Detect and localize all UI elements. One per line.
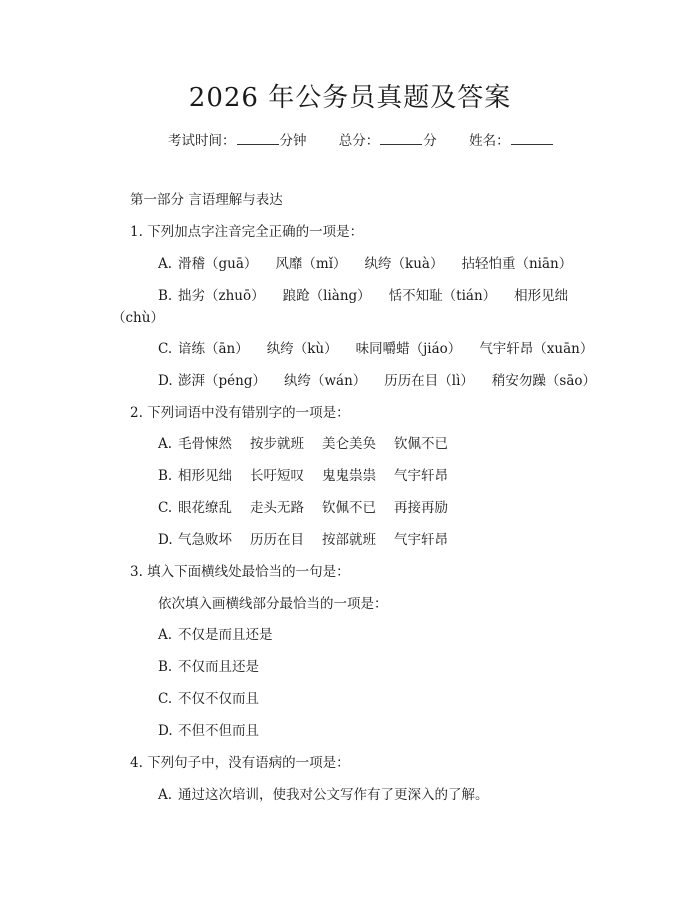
option-word: 鬼鬼祟祟 <box>322 468 376 484</box>
question-2-option-b <box>158 465 448 487</box>
option-letter: D. <box>158 723 173 739</box>
option-word: 谙练（ān） <box>178 341 249 357</box>
option-word: 纨绔（wán） <box>283 373 367 389</box>
option-letter: A. <box>158 787 173 803</box>
name-label: 姓名： <box>469 133 510 149</box>
option-word: 长吁短叹 <box>250 468 304 484</box>
question-3-stem: 3. 填入下面横线处最恰当的一句是： <box>130 564 350 580</box>
section-heading: 第一部分 言语理解与表达 <box>130 192 283 208</box>
option-text: 不仅而且还是 <box>178 659 259 675</box>
exam-time-field <box>168 133 307 149</box>
question-1-option-b-continued: （chù） <box>112 310 164 326</box>
option-word: 滑稽（guā） <box>178 256 258 272</box>
question-4-stem: 4. 下列句子中，没有语病的一项是： <box>130 755 350 771</box>
option-word: 气急败坏 <box>178 532 232 548</box>
question-4-option-a <box>158 784 489 806</box>
option-word: 味同嚼蜡（jiáo） <box>355 341 462 357</box>
question-2-option-c <box>158 497 448 519</box>
option-word: 相形见绌 <box>514 288 569 304</box>
option-word: 气宇轩昂 <box>394 532 448 548</box>
option-word: 钦佩不已 <box>394 436 448 452</box>
exam-info <box>168 130 582 152</box>
question-1-option-c <box>158 338 593 360</box>
question-1-option-a <box>158 253 572 275</box>
name-blank[interactable] <box>511 130 553 145</box>
option-word: 拙劣（zhuō） <box>178 288 265 304</box>
option-word: 风靡（mǐ） <box>275 256 347 272</box>
option-letter: C. <box>158 500 173 516</box>
total-score-field <box>339 133 437 149</box>
option-word: 澎湃（péng） <box>178 373 266 389</box>
option-word: 气宇轩昂（xuān） <box>479 341 594 357</box>
option-text: 不仅是而且还是 <box>178 627 273 643</box>
total-score-blank[interactable] <box>380 130 422 145</box>
option-word: 气宇轩昂 <box>394 468 448 484</box>
option-text: 通过这次培训，使我对公文写作有了更深入的了解。 <box>178 787 489 803</box>
option-word: 再接再励 <box>394 500 448 516</box>
page-title: 2026 年公务员真题及答案 <box>188 83 512 113</box>
option-word: 踉跄（liàng） <box>282 288 371 304</box>
option-letter: A. <box>158 436 173 452</box>
option-letter: C. <box>158 341 173 357</box>
option-word: 恬不知耻（tián） <box>388 288 497 304</box>
option-word: 眼花缭乱 <box>178 500 232 516</box>
name-field <box>469 133 554 149</box>
question-1-option-d <box>158 370 596 392</box>
exam-time-label: 考试时间： <box>168 133 236 149</box>
question-3-option-c <box>158 688 259 710</box>
option-letter: D. <box>158 373 173 389</box>
question-3-option-b <box>158 656 259 678</box>
option-letter: D. <box>158 532 173 548</box>
exam-time-unit: 分钟 <box>279 133 307 149</box>
question-2-option-d <box>158 529 448 551</box>
option-letter: A. <box>158 627 173 643</box>
option-word: 拈轻怕重（niān） <box>461 256 573 272</box>
question-2-stem: 2. 下列词语中没有错别字的一项是： <box>130 405 350 421</box>
total-score-unit: 分 <box>423 133 437 149</box>
option-text: 不但不但而且 <box>178 723 259 739</box>
option-word: 历历在目（lì） <box>384 373 474 389</box>
option-letter: C. <box>158 691 173 707</box>
option-word: 走头无路 <box>250 500 304 516</box>
question-1-stem: 1. 下列加点字注音完全正确的一项是： <box>130 224 364 240</box>
option-word: 按部就班 <box>322 532 376 548</box>
option-word: 历历在目 <box>250 532 304 548</box>
question-1-option-b <box>158 285 568 307</box>
question-2-option-a <box>158 433 448 455</box>
question-3-option-d <box>158 720 259 742</box>
question-3-option-a <box>158 624 273 646</box>
option-word: 纨绔（kù） <box>266 341 338 357</box>
option-letter: A. <box>158 256 173 272</box>
option-word: 按步就班 <box>250 436 304 452</box>
option-letter: B. <box>158 659 173 675</box>
total-score-label: 总分： <box>338 133 380 149</box>
option-letter: B. <box>158 288 173 304</box>
option-word: 纨绔（kuà） <box>364 256 444 272</box>
option-word: 钦佩不已 <box>322 500 376 516</box>
exam-time-blank[interactable] <box>237 130 279 145</box>
option-word: 毛骨悚然 <box>178 436 232 452</box>
option-word: 相形见绌 <box>178 468 232 484</box>
option-letter: B. <box>158 468 173 484</box>
option-word: 稍安勿躁（sāo） <box>491 373 597 389</box>
option-word: 美仑美奂 <box>322 436 376 452</box>
option-text: 不仅不仅而且 <box>178 691 259 707</box>
question-3-subprompt: 依次填入画横线部分最恰当的一项是： <box>158 596 388 612</box>
